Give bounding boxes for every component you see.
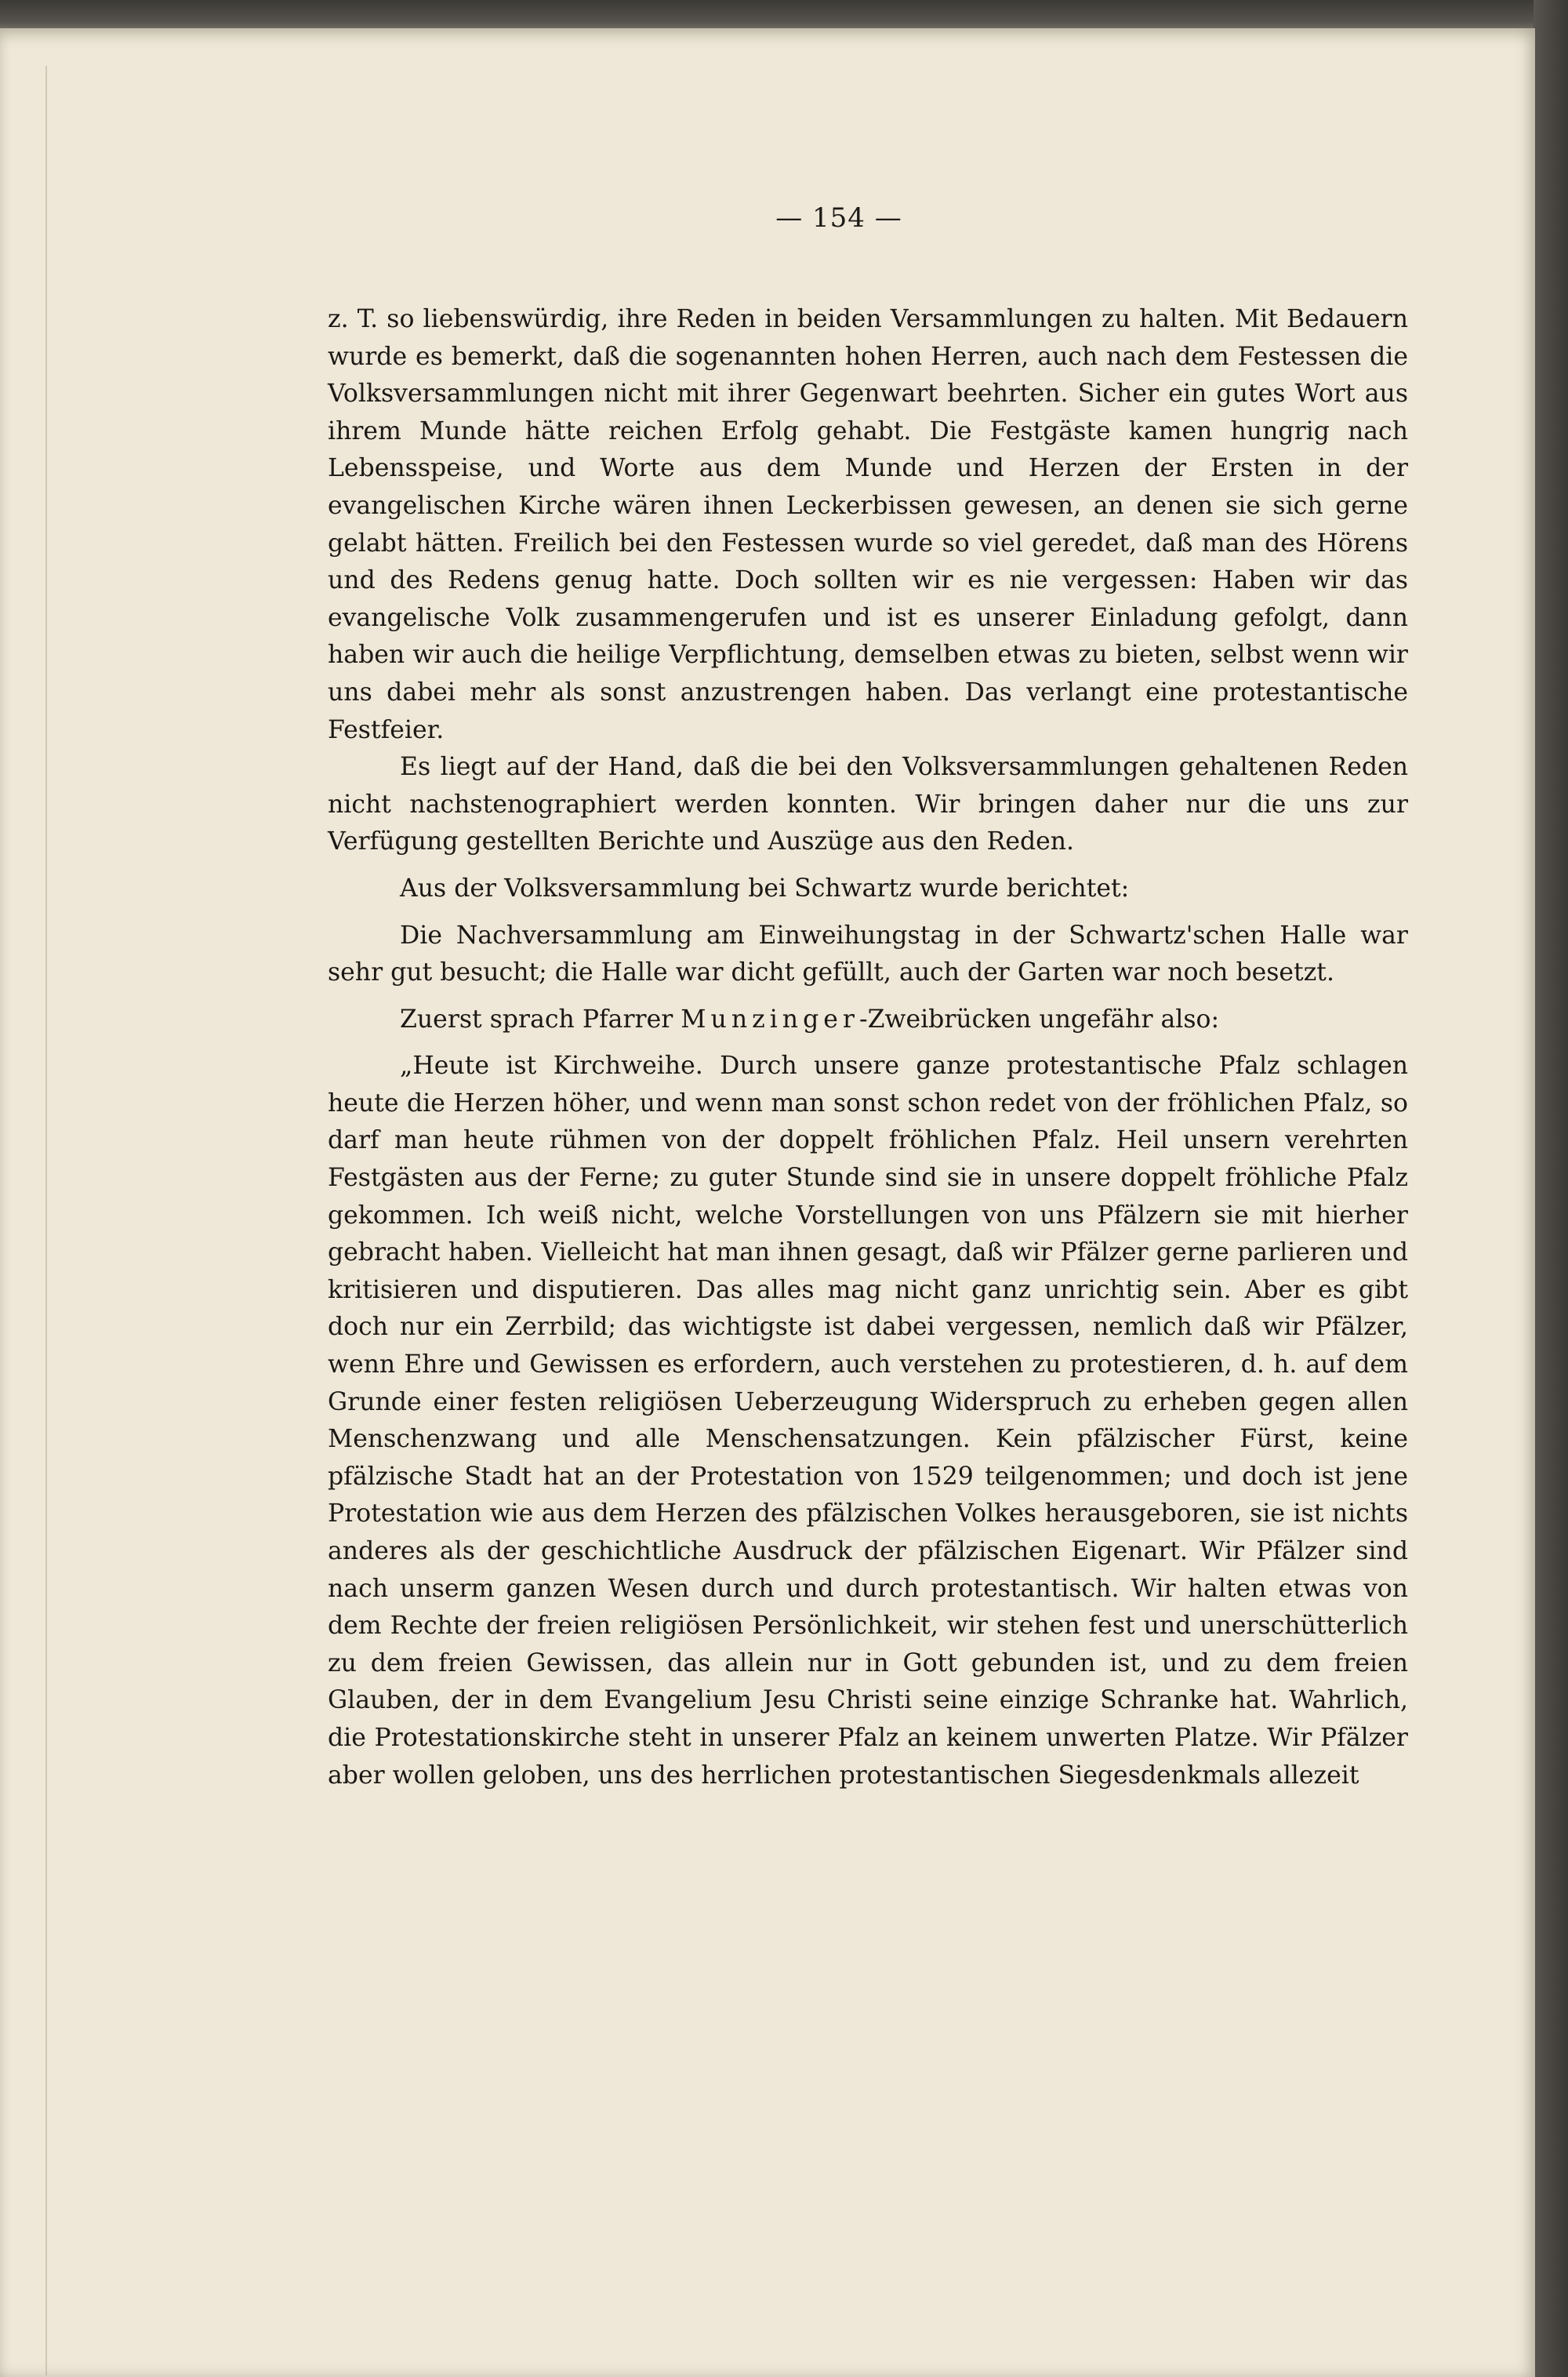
speaker-intro-text: Zuerst sprach Pfarrer (400, 1005, 681, 1034)
paragraph-intro-continued: z. T. so liebenswürdig, ihre Reden in beiden Versammlungen zu halten. Mit Bedauern wurde es bemerkt, daß die sogenannten hohen Herren, auch nach dem Festessen die Volksversammlungen nicht mit ihrer Gegenwart beehrten. Sicher ein gutes Wort aus ihrem Munde hätte reichen Erfolg gehabt. Die Festgäste kamen hungrig nach Lebensspeise, und Worte aus dem Munde und Herzen der Ersten in der evangelischen Kirche wären ihnen Leckerbissen gewesen, an denen sie sich gerne gelabt hätten. Freilich bei den Festessen wurde so viel geredet, daß man des Hörens und des Redens genug hatte. Doch sollten wir es nie vergessen: Haben wir das evangelische Volk zusammengerufen und ist es unserer Einladung gefolgt, dann haben wir auch die heilige Verpflichtung, demselben etwas zu bieten, selbst wenn wir uns dabei mehr als sonst anzustrengen haben. Das verlangt eine protestantische Festfeier. (328, 305, 1408, 744)
paragraph-assembly-description: Die Nachversammlung am Einweihungstag in der Schwartz'schen Halle war sehr gut besucht; die Halle war dicht gefüllt, auch der Garten war noch besetzt. (328, 921, 1408, 987)
page-number: — 154 — (775, 202, 902, 234)
speaker-name: Munzinger (681, 1005, 859, 1034)
body-text (328, 301, 1408, 1794)
paragraph-speeches-note: Es liegt auf der Hand, daß die bei den Volksversammlungen gehaltenen Reden nicht nachstenographiert werden konnten. Wir bringen daher nur die uns zur Verfügung gestellten Berichte und Auszüge aus den Reden. (328, 753, 1408, 856)
speaker-place-text: -Zweibrücken ungefähr also: (858, 1005, 1220, 1034)
paragraph-report-heading: Aus der Volksversammlung bei Schwartz wurde berichtet: (400, 874, 1130, 903)
scan-background-right (1534, 0, 1568, 2377)
paragraph-first-speaker (328, 1001, 1408, 1039)
paragraph-speech-quote: „Heute ist Kirchweihe. Durch unsere ganze protestantische Pfalz schlagen heute die Herzen höher, und wenn man sonst schon redet von der fröhlichen Pfalz, so darf man heute rühmen von der doppelt fröhlichen Pfalz. Heil unsern verehrten Festgästen aus der Ferne; zu guter Stunde sind sie in unsere doppelt fröhliche Pfalz gekommen. Ich weiß nicht, welche Vorstellungen von uns Pfälzern sie mit hierher gebracht haben. Vielleicht hat man ihnen gesagt, daß wir Pfälzer gerne parlieren und kritisieren und disputieren. Das alles mag nicht ganz unrichtig sein. Aber es gibt doch nur ein Zerrbild; das wichtigste ist dabei vergessen, nemlich daß wir Pfälzer, wenn Ehre und Gewissen es erfordern, auch verstehen zu protestieren, d. h. auf dem Grunde einer festen religiösen Ueberzeugung Widerspruch zu erheben gegen allen Menschenzwang und alle Menschensatzungen. Kein pfälzischer Fürst, keine pfälzische Stadt hat an der Protestation von 1529 teilgenommen; und doch ist jene Protestation wie aus dem Herzen des pfälzischen Volkes herausgeboren, sie ist nichts anderes als der geschichtliche Ausdruck der pfälzischen Eigenart. Wir Pfälzer sind nach unserm ganzen Wesen durch und durch protestantisch. Wir halten etwas von dem Rechte der freien religiösen Persönlichkeit, wir stehen fest und unerschütterlich zu dem freien Gewissen, das allein nur in Gott gebunden ist, und zu dem freien Glauben, der in dem Evangelium Jesu Christi seine einzige Schranke hat. Wahrlich, die Protestationskirche steht in unserer Pfalz an keinem unwerten Platze. Wir Pfälzer aber wollen geloben, uns des herrlichen protestantischen Siegesdenkmals allezeit (328, 1052, 1408, 1790)
